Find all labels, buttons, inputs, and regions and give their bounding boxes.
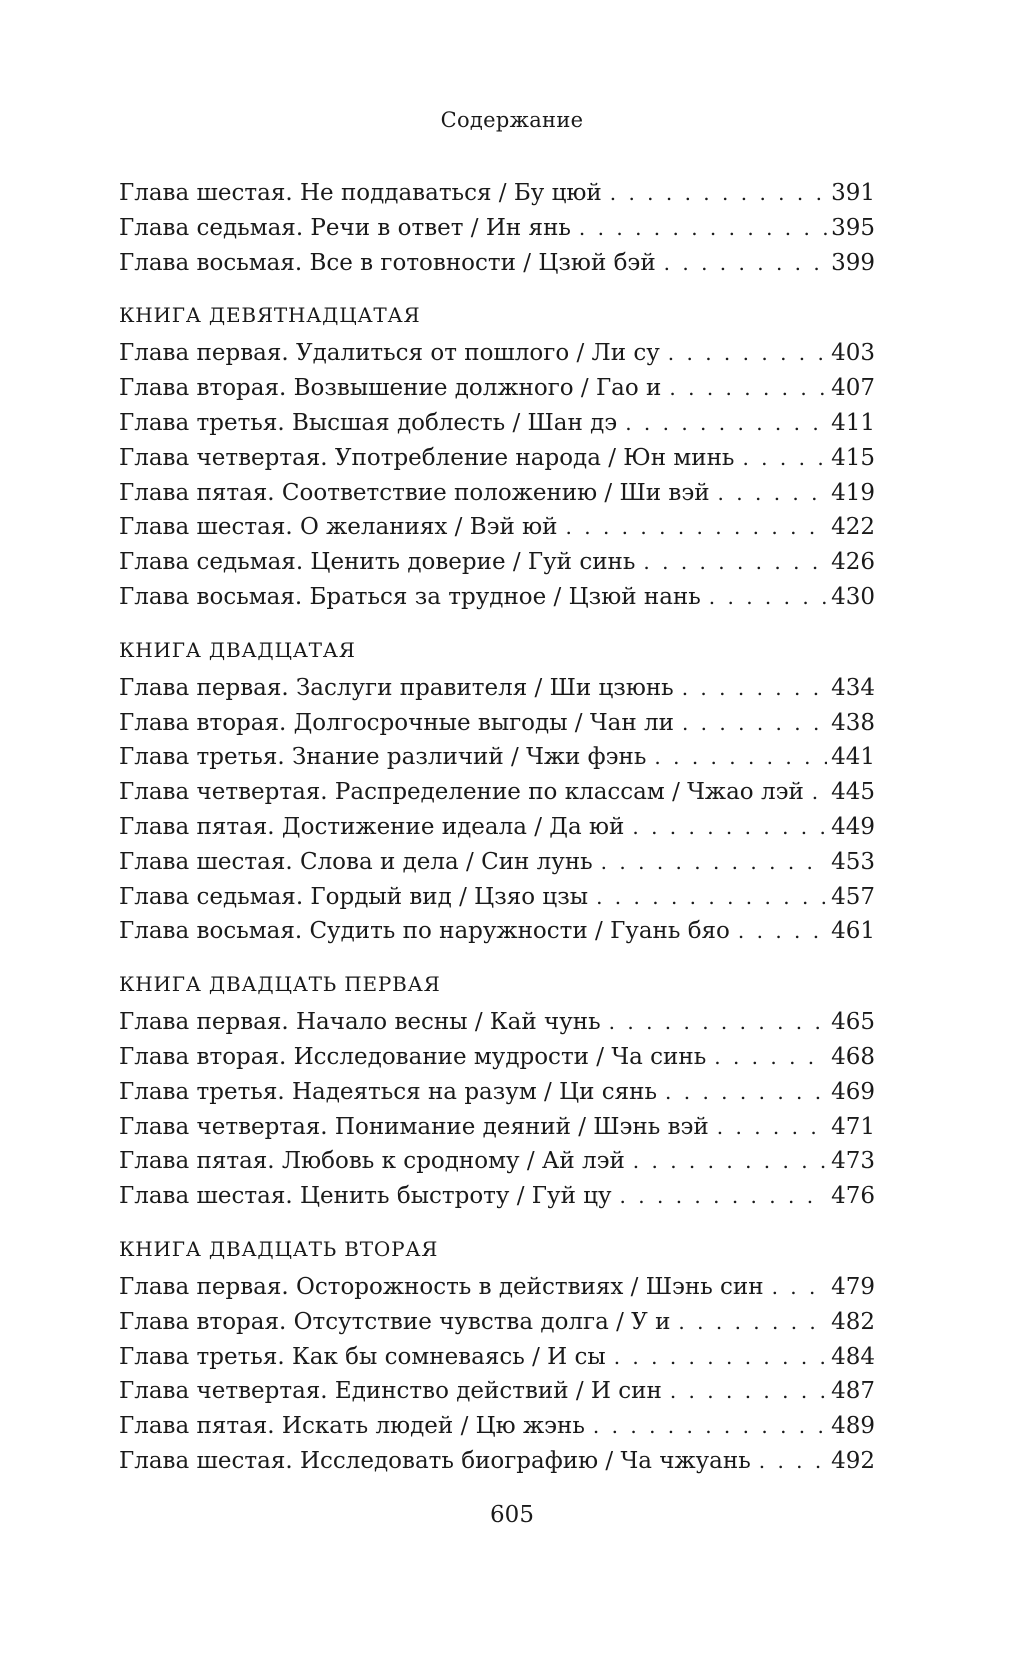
toc-entry-page-number: 476 bbox=[831, 1183, 875, 1210]
toc-entry-page-number: 411 bbox=[831, 409, 875, 436]
dot-leader bbox=[596, 880, 827, 915]
toc-entry[interactable] bbox=[119, 1040, 875, 1075]
book-heading: КНИГА ДВАДЦАТАЯ bbox=[119, 637, 356, 662]
book-heading: КНИГА ДВАДЦАТЬ ПЕРВАЯ bbox=[119, 972, 441, 997]
toc-entry[interactable] bbox=[119, 246, 875, 281]
toc-section bbox=[119, 176, 875, 280]
toc-entry[interactable] bbox=[119, 371, 875, 406]
toc-entry[interactable] bbox=[119, 176, 875, 211]
toc-entry[interactable] bbox=[119, 810, 875, 845]
dot-leader bbox=[670, 1374, 827, 1409]
dot-leader bbox=[665, 1075, 827, 1110]
toc-entry[interactable] bbox=[119, 1409, 875, 1444]
toc-entry-page-number: 469 bbox=[831, 1078, 875, 1105]
book-heading: КНИГА ДЕВЯТНАДЦАТАЯ bbox=[119, 303, 421, 328]
toc-entries bbox=[119, 1270, 875, 1479]
toc-entry-title: Глава первая. Удалиться от пошлого / Ли су bbox=[119, 340, 660, 367]
toc-entry[interactable] bbox=[119, 880, 875, 915]
dot-leader bbox=[742, 441, 827, 476]
toc-entry[interactable] bbox=[119, 775, 875, 810]
toc-entry[interactable] bbox=[119, 441, 875, 476]
toc-entry[interactable] bbox=[119, 580, 875, 615]
dot-leader bbox=[566, 510, 828, 545]
toc-entry-page-number: 457 bbox=[831, 883, 875, 910]
running-head: Содержание bbox=[440, 108, 584, 132]
toc-entry-page-number: 415 bbox=[831, 444, 875, 471]
toc-entry-page-number: 426 bbox=[831, 549, 875, 576]
toc-entry-page-number: 395 bbox=[831, 214, 875, 241]
toc-entry-title: Глава седьмая. Речи в ответ / Ин янь bbox=[119, 214, 571, 241]
dot-leader bbox=[601, 845, 827, 880]
toc-entry[interactable] bbox=[119, 845, 875, 880]
dot-leader bbox=[620, 1179, 828, 1214]
dot-leader bbox=[714, 1040, 827, 1075]
toc-entry-title: Глава четвертая. Понимание деяний / Шэнь вэй bbox=[119, 1113, 709, 1140]
toc-entry-title: Глава третья. Знание различий / Чжи фэнь bbox=[119, 744, 647, 771]
toc-entry-page-number: 461 bbox=[831, 918, 875, 945]
dot-leader bbox=[654, 740, 827, 775]
toc-entry-title: Глава пятая. Любовь к сродному / Ай лэй bbox=[119, 1148, 625, 1175]
dot-leader bbox=[633, 1144, 827, 1179]
toc-entry-title: Глава пятая. Искать людей / Цю жэнь bbox=[119, 1413, 585, 1440]
toc-entry-title: Глава вторая. Возвышение должного / Гао и bbox=[119, 375, 662, 402]
toc-entries bbox=[119, 176, 875, 280]
toc-entry[interactable] bbox=[119, 1340, 875, 1375]
toc-entry[interactable] bbox=[119, 510, 875, 545]
toc-entry-title: Глава первая. Заслуги правителя / Ши цзюнь bbox=[119, 674, 674, 701]
toc-entry-page-number: 492 bbox=[831, 1447, 875, 1474]
toc-section bbox=[119, 967, 875, 1214]
toc-entry-title: Глава первая. Начало весны / Кай чунь bbox=[119, 1009, 601, 1036]
toc-entry-page-number: 391 bbox=[831, 180, 875, 206]
dot-leader bbox=[610, 176, 827, 211]
toc-entry-page-number: 445 bbox=[831, 779, 875, 806]
toc-entry-title: Глава третья. Высшая доблесть / Шан дэ bbox=[119, 409, 618, 436]
toc-entry[interactable] bbox=[119, 211, 875, 246]
toc-entry-title: Глава шестая. Слова и дела / Син лунь bbox=[119, 848, 593, 875]
book-heading: КНИГА ДВАДЦАТЬ ВТОРАЯ bbox=[119, 1236, 439, 1261]
toc-entry-title: Глава восьмая. Браться за трудное / Цзюй нань bbox=[119, 583, 701, 610]
toc-entry[interactable] bbox=[119, 740, 875, 775]
toc-entry-page-number: 419 bbox=[831, 479, 875, 506]
toc-section bbox=[119, 633, 875, 949]
dot-leader bbox=[643, 545, 827, 580]
toc-entry-page-number: 430 bbox=[831, 583, 875, 610]
toc-entry[interactable] bbox=[119, 1179, 875, 1214]
toc-entry[interactable] bbox=[119, 406, 875, 441]
toc-entry[interactable] bbox=[119, 1444, 875, 1479]
dot-leader bbox=[632, 810, 827, 845]
toc-entry-page-number: 438 bbox=[831, 709, 875, 736]
toc-entry-page-number: 487 bbox=[831, 1378, 875, 1405]
dot-leader bbox=[759, 1444, 827, 1479]
toc-entry[interactable] bbox=[119, 671, 875, 706]
toc-entry-title: Глава шестая. О желаниях / Вэй юй bbox=[119, 514, 558, 541]
toc-entry[interactable] bbox=[119, 1374, 875, 1409]
dot-leader bbox=[609, 1005, 827, 1040]
toc-entry-title: Глава первая. Осторожность в действиях / Шэнь син bbox=[119, 1273, 764, 1300]
toc-entry-page-number: 407 bbox=[831, 375, 875, 402]
dot-leader bbox=[614, 1340, 827, 1375]
toc-entry-title: Глава шестая. Исследовать биографию / Ча чжуань bbox=[119, 1447, 751, 1474]
dot-leader bbox=[772, 1270, 828, 1305]
toc-section bbox=[119, 298, 875, 614]
dot-leader bbox=[625, 406, 827, 441]
toc-entry[interactable] bbox=[119, 1110, 875, 1145]
toc-entry[interactable] bbox=[119, 1305, 875, 1340]
dot-leader bbox=[738, 914, 827, 949]
toc-entry-page-number: 468 bbox=[831, 1043, 875, 1070]
dot-leader bbox=[664, 246, 827, 281]
toc-entry-title: Глава третья. Надеяться на разум / Ци сянь bbox=[119, 1078, 658, 1105]
toc-entry-title: Глава четвертая. Распределение по классам / Чжао лэй bbox=[119, 779, 804, 806]
dot-leader bbox=[669, 371, 827, 406]
toc-entry-title: Глава седьмая. Ценить доверие / Гуй синь bbox=[119, 549, 636, 576]
toc-entry[interactable] bbox=[119, 545, 875, 580]
toc-entry-page-number: 473 bbox=[831, 1148, 875, 1175]
dot-leader bbox=[579, 211, 827, 246]
toc-entry-title: Глава седьмая. Гордый вид / Цзяо цзы bbox=[119, 883, 589, 910]
toc-entries bbox=[119, 1005, 875, 1214]
toc-entry-page-number: 434 bbox=[831, 674, 875, 701]
toc-entry-page-number: 403 bbox=[831, 340, 875, 367]
toc-entry-title: Глава четвертая. Единство действий / И син bbox=[119, 1378, 662, 1405]
dot-leader bbox=[812, 775, 827, 810]
toc-section bbox=[119, 1232, 875, 1479]
toc-entry-page-number: 449 bbox=[831, 813, 875, 840]
toc-entry-title: Глава восьмая. Все в готовности / Цзюй бэй bbox=[119, 249, 656, 276]
toc-entry-title: Глава вторая. Исследование мудрости / Ча синь bbox=[119, 1043, 707, 1070]
toc-entry-page-number: 441 bbox=[831, 744, 875, 771]
toc-entry-page-number: 471 bbox=[831, 1113, 875, 1140]
toc-entry-title: Глава вторая. Долгосрочные выгоды / Чан ли bbox=[119, 709, 674, 736]
toc-entry-page-number: 453 bbox=[831, 848, 875, 875]
toc-entry-page-number: 489 bbox=[831, 1413, 875, 1440]
page-number: 605 bbox=[490, 1502, 534, 1528]
dot-leader bbox=[593, 1409, 827, 1444]
toc-entry-title: Глава вторая. Отсутствие чувства долга / У и bbox=[119, 1308, 671, 1335]
toc-entry-title: Глава восьмая. Судить по наружности / Гуань бяо bbox=[119, 918, 730, 945]
dot-leader bbox=[718, 476, 828, 511]
toc-entry-title: Глава третья. Как бы сомневаясь / И сы bbox=[119, 1343, 606, 1370]
table-of-contents bbox=[119, 176, 875, 1479]
dot-leader bbox=[668, 336, 827, 371]
toc-entry-page-number: 465 bbox=[831, 1009, 875, 1036]
toc-entry[interactable] bbox=[119, 1270, 875, 1305]
toc-entry-title: Глава шестая. Не поддаваться / Бу цюй bbox=[119, 180, 602, 206]
toc-entry[interactable] bbox=[119, 476, 875, 511]
toc-entry[interactable] bbox=[119, 1005, 875, 1040]
dot-leader bbox=[682, 706, 827, 741]
toc-entry-title: Глава шестая. Ценить быстроту / Гуй цу bbox=[119, 1183, 612, 1210]
dot-leader bbox=[709, 580, 827, 615]
toc-entries bbox=[119, 336, 875, 614]
dot-leader bbox=[717, 1110, 827, 1145]
toc-entry-title: Глава четвертая. Употребление народа / Юн минь bbox=[119, 444, 735, 471]
toc-entry-page-number: 422 bbox=[831, 514, 875, 541]
toc-entry-title: Глава пятая. Достижение идеала / Да юй bbox=[119, 813, 625, 840]
toc-entry[interactable] bbox=[119, 914, 875, 949]
toc-entry-title: Глава пятая. Соответствие положению / Ши вэй bbox=[119, 479, 710, 506]
toc-entry[interactable] bbox=[119, 1144, 875, 1179]
toc-entry-page-number: 482 bbox=[831, 1308, 875, 1335]
toc-entry-page-number: 479 bbox=[831, 1273, 875, 1300]
toc-entry[interactable] bbox=[119, 336, 875, 371]
toc-entries bbox=[119, 671, 875, 949]
toc-entry[interactable] bbox=[119, 1075, 875, 1110]
dot-leader bbox=[678, 1305, 827, 1340]
dot-leader bbox=[682, 671, 827, 706]
toc-entry-page-number: 484 bbox=[831, 1343, 875, 1370]
toc-entry[interactable] bbox=[119, 706, 875, 741]
toc-entry-page-number: 399 bbox=[831, 249, 875, 276]
